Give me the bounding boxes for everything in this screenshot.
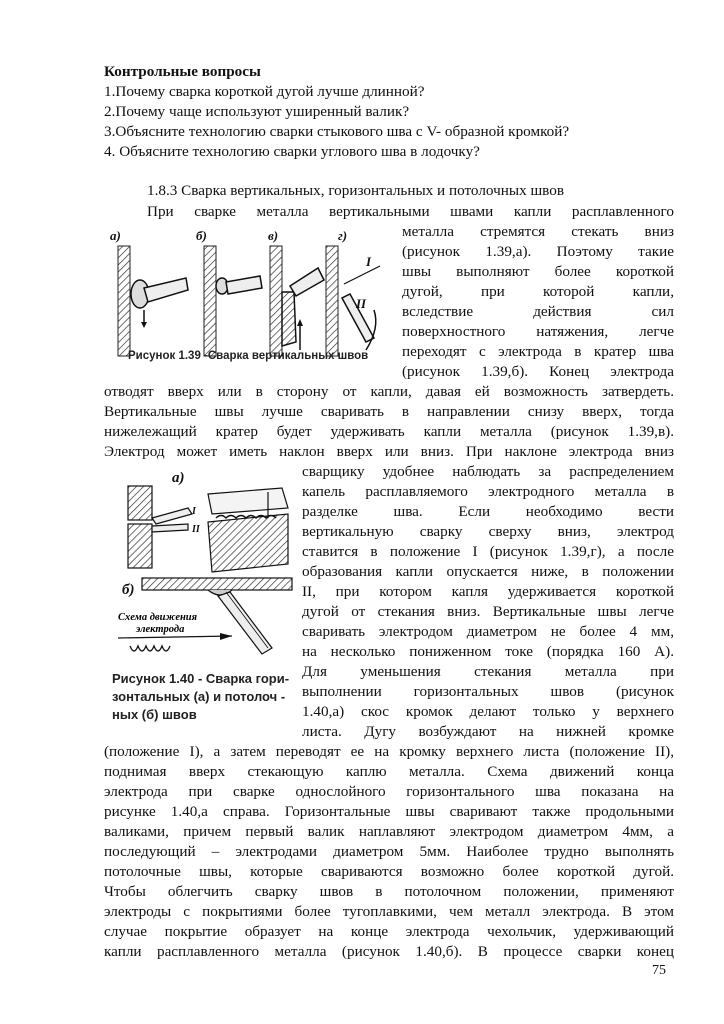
question-4: 4. Объясните технологию сварки углового шва в лодочку? — [104, 143, 480, 160]
question-3: 3.Объясните технологию сварки стыкового шва с V- образной кромкой? — [104, 123, 570, 140]
fig139-electrode-b — [226, 276, 262, 294]
section-title: 1.8.3 Сварка вертикальных, горизонтальных и потолочных швов — [147, 182, 564, 199]
body-line-34: потолочные швы, которые свариваются возможно более короткой дугой. — [104, 863, 674, 880]
body-line-8: переходят с электрода в кратер шва — [402, 343, 674, 360]
fig139-label-d: г) — [338, 228, 348, 243]
fig140-mark-2: II — [192, 524, 200, 535]
page-number: 75 — [652, 963, 666, 978]
fig140-scheme-label-2: электрода — [136, 624, 185, 635]
body-line-14: сварщику удобнее наблюдать за распределением — [302, 463, 674, 480]
fig139-label-a: а) — [110, 228, 121, 243]
fig139-label-b: б) — [196, 228, 207, 243]
fig140-upper-plate — [128, 486, 152, 520]
fig139-plate-b — [204, 246, 216, 356]
body-line-23: на несколько пониженном токе (порядка 160 А). — [302, 643, 674, 660]
body-line-36: электроды с покрытиями более тугоплавкими, чем металл электрода. В этом — [104, 903, 674, 920]
fig139-plate-c — [270, 246, 282, 356]
body-line-33: последующий – электродами диаметром 5мм. Наиболее трудно выполнять — [104, 843, 674, 860]
body-line-27: листа. Дугу возбуждают на нижней кромке — [302, 723, 674, 740]
body-line-3: (рисунок 1.39,а). Поэтому такие — [402, 243, 674, 260]
fig139-plate-a — [118, 246, 130, 356]
body-line-19: образования капли опускается ниже, в положении — [302, 563, 674, 580]
body-line-4: швы выполняют более короткой — [402, 263, 674, 280]
body-line-21: дугой от стекания вниз. Вертикальные швы легче — [302, 603, 674, 620]
body-line-6: вследствие действия сил — [402, 303, 674, 320]
fig140-caption-line-2: зонтальных (а) и потолоч - — [112, 689, 286, 704]
body-line-11: Вертикальные швы лучше сваривать в направлении снизу вверх, тогда — [104, 403, 674, 420]
fig139-mark-1: I — [366, 254, 372, 269]
fig140-label-b: б) — [122, 582, 135, 598]
body-line-13: Электрод может иметь наклон вверх или вниз. При наклоне электрода вниз — [104, 443, 674, 460]
fig140-mark-1: I — [192, 506, 196, 517]
body-line-10: отводят вверх или в сторону от капли, давая ей возможность затвердеть. — [104, 383, 674, 400]
fig139-mark-2: II — [356, 296, 367, 311]
body-line-30: электрода при сварке однослойного горизонтального шва показана на — [104, 783, 674, 800]
fig139-electrode-a — [144, 278, 188, 302]
body-line-2: металла стремятся стекать вниз — [402, 223, 674, 240]
fig140-label-a: а) — [172, 470, 185, 486]
fig140-scheme-label-1: Схема движения — [118, 612, 198, 623]
body-line-9: (рисунок 1.39,б). Конец электрода — [402, 363, 674, 380]
body-line-31: рисунке 1.40,а справа. Горизонтальные швы сваривают также продольными — [104, 803, 674, 820]
fig140-ceiling-plate — [142, 578, 292, 590]
body-line-35: Чтобы облегчить сварку швов в потолочном положении, применяют — [104, 883, 674, 900]
body-line-37: случае покрытие образует на конце электрода чехольчик, удерживающий — [104, 923, 674, 940]
body-line-32: валиками, причем первый валик наплавляют электродом диаметром 4мм, а — [104, 823, 674, 840]
fig140-right-plates — [208, 514, 288, 572]
body-line-12: нижележащий кратер будет удерживать капли металла (рисунок 1.39,в). — [104, 423, 674, 440]
body-line-5: дугой, при которой капли, — [402, 283, 674, 300]
fig139-electrode-c — [290, 268, 324, 296]
body-line-15: капель расплавляемого электродного металла в — [302, 483, 674, 500]
fig139-label-c: в) — [268, 228, 279, 243]
question-1: 1.Почему сварка короткой дугой лучше длинной? — [104, 83, 425, 100]
body-line-28: (положение I), а затем переводят ее на кромку верхнего листа (положение II), — [104, 743, 674, 760]
body-line-18: ставится в положение I (рисунок 1.39,г), а после — [302, 543, 674, 560]
body-line-7: поверхностного натяжения, легче — [402, 323, 674, 340]
figure-1-40-caption — [112, 670, 289, 724]
fig140-caption-line-1: Рисунок 1.40 - Сварка гори- — [112, 671, 290, 686]
fig139-bead-c — [282, 292, 296, 346]
body-line-26: 1.40,а) скос кромок делают только у верхнего — [302, 703, 674, 720]
body-line-25: выполнении горизонтальных швов (рисунок — [302, 683, 674, 700]
questions-heading: Контрольные вопросы — [104, 63, 261, 80]
body-line-22: сваривать электродом диаметром не более 4 мм, — [302, 623, 674, 640]
fig140-lower-plate — [128, 524, 152, 568]
body-line-20: II, при котором капля удерживается короткой — [302, 583, 674, 600]
body-line-1: При сварке металла вертикальными швами капли расплавленного — [147, 203, 674, 220]
question-2: 2.Почему чаще используют уширенный валик? — [104, 103, 410, 120]
body-line-29: поднимая вверх стекающую каплю металла. Схема движений конца — [104, 763, 674, 780]
fig140-electrode-1 — [152, 508, 192, 524]
fig140-electrode-b — [218, 592, 272, 654]
body-line-16: разделке шва. Если необходимо вести — [302, 503, 674, 520]
figure-1-39-caption: Рисунок 1.39 -Сварка вертикальных швов — [128, 350, 369, 362]
figure-1-40 — [112, 468, 294, 668]
figure-1-39 — [104, 222, 386, 366]
fig139-plate-d — [326, 246, 338, 356]
body-line-38: капли расплавленного металла (рисунок 1.40,б). В процессе сварки конец — [104, 943, 674, 960]
fig140-electrode-2 — [152, 524, 188, 532]
body-line-24: Для уменьшения стекания металла при — [302, 663, 674, 680]
fig140-scheme-wave — [130, 646, 170, 651]
fig140-caption-line-3: ных (б) швов — [112, 707, 197, 722]
body-line-17: вертикальную сварку сверху вниз, электрод — [302, 523, 674, 540]
